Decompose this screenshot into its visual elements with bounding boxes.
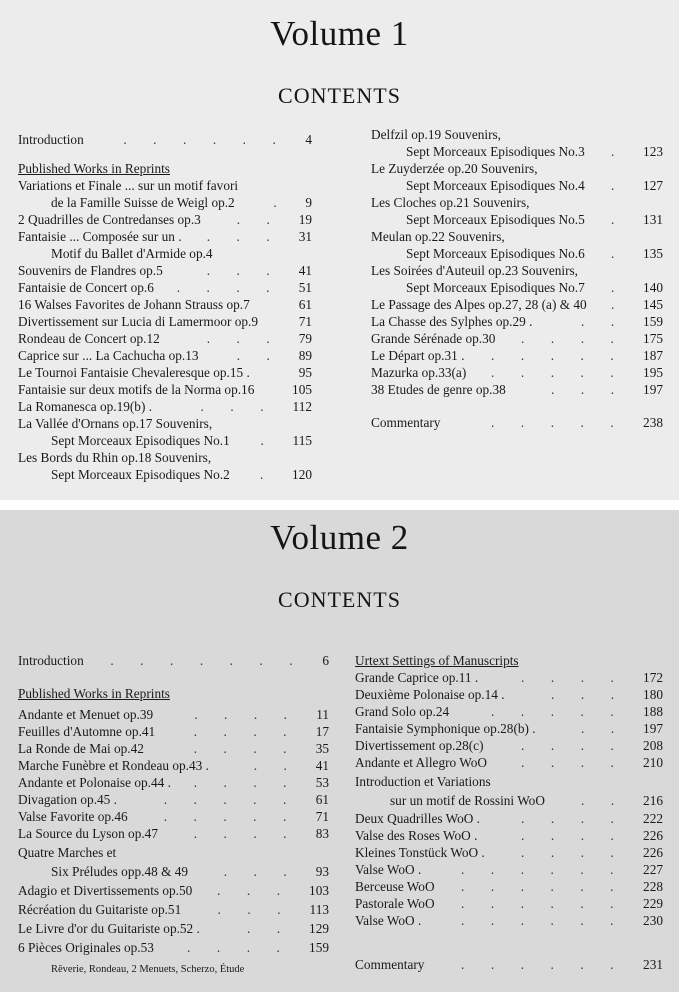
page-number: 71 <box>298 314 312 329</box>
page-number: 127 <box>643 178 663 193</box>
toc-entry <box>371 347 663 364</box>
toc-entry <box>371 313 663 330</box>
leader-dots: .. <box>236 348 297 363</box>
page-number: 159 <box>309 940 329 955</box>
page-number: 187 <box>643 348 663 363</box>
entry-title: Valse des Roses WoO . <box>355 828 478 843</box>
toc-entry <box>18 901 329 918</box>
entry-title: Andante et Polonaise op.44 . <box>18 775 171 790</box>
leader-dots: ..... <box>163 809 313 824</box>
page-number: 103 <box>309 883 329 898</box>
leader-dots: . <box>611 212 641 227</box>
page-number: 83 <box>315 826 329 841</box>
toc-entry <box>406 211 663 228</box>
toc-entry <box>18 808 329 825</box>
entry-title: Andante et Allegro WoO <box>355 755 487 770</box>
entry-title: Deuxième Polonaise op.14 . <box>355 687 505 702</box>
entry-title: Valse WoO . <box>355 913 422 928</box>
toc-entry <box>371 414 663 431</box>
entry-title: Rêverie, Rondeau, 2 Menuets, Scherzo, Étude <box>51 964 245 975</box>
toc-entry <box>18 740 329 757</box>
entry-title: Fantaisie sur deux motifs de la Norma op.16 <box>18 382 255 397</box>
entry-title: de la Famille Suisse de Weigl op.2 <box>51 195 235 210</box>
toc-entry <box>18 844 329 861</box>
entry-title: Commentary <box>355 957 425 972</box>
page-number: 195 <box>643 365 663 380</box>
toc-entry <box>355 773 663 790</box>
page-number: 140 <box>643 280 663 295</box>
entry-title: Sept Morceaux Episodiques No.5 <box>406 212 585 227</box>
toc-entry <box>18 920 329 937</box>
leader-dots: ...... <box>461 957 640 972</box>
entry-title: Introduction <box>18 653 84 668</box>
toc-entry <box>18 131 312 148</box>
leader-dots: .... <box>521 811 641 826</box>
entry-title: Meulan op.22 Souvenirs, <box>371 229 505 244</box>
toc-entry <box>371 296 663 313</box>
leader-dots: .. <box>581 314 641 329</box>
entry-title: Deux Quadrilles WoO . <box>355 811 480 826</box>
entry-title: Divertissement sur Lucia di Lamermoor op.9 <box>18 314 259 329</box>
leader-dots: . <box>273 195 304 210</box>
entry-title: Fantaisie Symphonique op.28(b) . <box>355 721 536 736</box>
toc-entry <box>18 652 329 669</box>
leader-dots: ... <box>217 902 308 917</box>
leader-dots: ..... <box>491 348 641 363</box>
section-heading-text: Urtext Settings of Manuscripts <box>355 653 519 668</box>
page-number: 105 <box>292 382 312 397</box>
page-number: 208 <box>643 738 663 753</box>
toc-entry <box>355 703 663 720</box>
volume-title: Volume 2 <box>270 518 409 557</box>
toc-entry <box>406 245 663 262</box>
page-number: 112 <box>292 399 312 414</box>
entry-title: La Source du Lyson op.47 <box>18 826 158 841</box>
entry-title: Valse Favorite op.46 <box>18 809 128 824</box>
leader-dots: . <box>611 246 641 261</box>
toc-entry <box>18 825 329 842</box>
leader-dots: . <box>611 280 641 295</box>
leader-dots: .... <box>521 670 641 685</box>
leader-dots: .. <box>581 793 641 808</box>
page-number: 129 <box>309 921 329 936</box>
toc-entry <box>406 279 663 296</box>
toc-entry <box>51 432 312 449</box>
leader-dots: .... <box>193 826 313 841</box>
toc-entry <box>51 863 329 880</box>
toc-entry <box>371 381 663 398</box>
entry-title: Le Passage des Alpes op.27, 28 (a) & 40 <box>371 297 587 312</box>
entry-title: Le Tournoi Fantaisie Chevaleresque op.15 . <box>18 365 250 380</box>
entry-title: Motif du Ballet d'Armide op.4 <box>51 246 213 261</box>
entry-title: sur un motif de Rossini WoO <box>390 793 545 808</box>
entry-title: Sept Morceaux Episodiques No.2 <box>51 467 230 482</box>
leader-dots: ..... <box>491 365 641 380</box>
page-number: 4 <box>305 132 312 147</box>
leader-dots: ..... <box>491 704 641 719</box>
leader-dots: ... <box>217 883 307 898</box>
page-number: 131 <box>643 212 663 227</box>
leader-dots: ... <box>223 864 314 879</box>
entry-title: Berceuse WoO <box>355 879 435 894</box>
leader-dots: .... <box>193 775 313 790</box>
toc-entry <box>18 415 312 432</box>
page-number: 123 <box>643 144 663 159</box>
section-heading-text: Published Works in Reprints <box>18 686 170 701</box>
toc-entry <box>355 878 663 895</box>
entry-title: Fantaisie de Concert op.6 <box>18 280 154 295</box>
page-number: 17 <box>315 724 329 739</box>
page-number: 197 <box>643 382 663 397</box>
entry-title: La Ronde de Mai op.42 <box>18 741 144 756</box>
page-number: 61 <box>298 297 312 312</box>
leader-dots: ....... <box>110 653 320 668</box>
entry-title: La Vallée d'Ornans op.17 Souvenirs, <box>18 416 213 431</box>
toc-entry <box>51 245 312 262</box>
toc-entry <box>18 398 312 415</box>
entry-title: Variations et Finale ... sur un motif favori <box>18 178 239 193</box>
toc-entry <box>371 364 663 381</box>
entry-title: Grande Caprice op.11 . <box>355 670 479 685</box>
toc-entry <box>371 262 663 279</box>
page-number: 11 <box>316 707 329 722</box>
entry-title: Le Livre d'or du Guitariste op.52 . <box>18 921 200 936</box>
toc-entry <box>355 669 663 686</box>
page-number: 89 <box>298 348 312 363</box>
leader-dots: .... <box>521 828 641 843</box>
entry-title: 2 Quadrilles de Contredanses op.3 <box>18 212 201 227</box>
page-number: 79 <box>298 331 312 346</box>
toc-entry <box>18 757 329 774</box>
leader-dots: ... <box>551 687 641 702</box>
leader-dots: . <box>611 144 641 159</box>
entry-title: Commentary <box>371 415 441 430</box>
leader-dots: .... <box>193 741 313 756</box>
entry-title: Pastorale WoO <box>355 896 435 911</box>
leader-dots: .... <box>176 280 296 295</box>
entry-title: Feuilles d'Automne op.41 <box>18 724 156 739</box>
toc-entry <box>355 720 663 737</box>
page-number: 115 <box>292 433 312 448</box>
page-number: 230 <box>643 913 663 928</box>
contents-heading: CONTENTS <box>278 587 401 612</box>
leader-dots: ... <box>206 229 297 244</box>
leader-dots: .... <box>521 845 641 860</box>
page-number: 226 <box>643 845 663 860</box>
section-heading <box>18 160 312 177</box>
leader-dots: .. <box>253 758 314 773</box>
leader-dots: ..... <box>491 415 641 430</box>
leader-dots: ... <box>551 382 641 397</box>
page-number: 71 <box>315 809 329 824</box>
leader-dots: .... <box>521 331 641 346</box>
leader-dots: . <box>611 297 641 312</box>
entry-title: Sept Morceaux Episodiques No.6 <box>406 246 585 261</box>
toc-entry <box>18 774 329 791</box>
leader-dots: ...... <box>461 862 640 877</box>
toc-entry <box>18 347 312 364</box>
leader-dots: . <box>260 433 291 448</box>
toc-entry <box>371 126 663 143</box>
section-heading-text: Published Works in Reprints <box>18 161 170 176</box>
page-number: 93 <box>315 864 329 879</box>
entry-title: Introduction et Variations <box>355 774 491 789</box>
toc-entry <box>51 961 329 978</box>
entry-title: Six Préludes opp.48 & 49 <box>51 864 189 879</box>
toc-entry <box>390 792 663 809</box>
page-number: 188 <box>643 704 663 719</box>
page-number: 175 <box>643 331 663 346</box>
entry-title: Marche Funèbre et Rondeau op.43 . <box>18 758 209 773</box>
toc-entry <box>18 228 312 245</box>
page-number: 172 <box>643 670 663 685</box>
entry-title: Adagio et Divertissements op.50 <box>18 883 193 898</box>
page-number: 229 <box>643 896 663 911</box>
toc-entry <box>355 861 663 878</box>
toc-entry <box>18 882 329 899</box>
toc-entry <box>18 211 312 228</box>
leader-dots: .... <box>194 707 314 722</box>
entry-title: Mazurka op.33(a) <box>371 365 467 380</box>
volume-2-page <box>0 510 679 992</box>
leader-dots: ... <box>200 399 291 414</box>
page-number: 159 <box>643 314 663 329</box>
toc-entry <box>18 313 312 330</box>
page-number: 227 <box>643 862 663 877</box>
page-number: 35 <box>315 741 329 756</box>
section-heading <box>355 652 663 669</box>
leader-dots: .... <box>187 940 307 955</box>
page-number: 95 <box>298 365 312 380</box>
leader-dots: .... <box>193 724 313 739</box>
toc-entry <box>371 194 663 211</box>
entry-title: Divagation op.45 . <box>18 792 117 807</box>
toc-entry <box>355 827 663 844</box>
leader-dots: ... <box>206 331 297 346</box>
entry-title: Sept Morceaux Episodiques No.1 <box>51 433 230 448</box>
entry-title: Les Bords du Rhin op.18 Souvenirs, <box>18 450 212 465</box>
entry-title: Le Zuyderzée op.20 Souvenirs, <box>371 161 538 176</box>
page-number: 31 <box>298 229 312 244</box>
entry-title: Le Départ op.31 . <box>371 348 465 363</box>
entry-title: Grand Solo op.24 <box>355 704 450 719</box>
toc-entry <box>18 791 329 808</box>
page-number: 226 <box>643 828 663 843</box>
leader-dots: .... <box>521 738 641 753</box>
page-number: 9 <box>305 195 312 210</box>
entry-title: Sept Morceaux Episodiques No.7 <box>406 280 585 295</box>
toc-entry <box>355 895 663 912</box>
toc-entry <box>406 143 663 160</box>
entry-title: Grande Sérénade op.30 <box>371 331 496 346</box>
entry-title: Divertissement op.28(c) <box>355 738 484 753</box>
toc-entry <box>18 279 312 296</box>
page-number: 216 <box>643 793 663 808</box>
entry-title: Introduction <box>18 132 84 147</box>
leader-dots: . <box>260 467 290 482</box>
page-number: 61 <box>315 792 329 807</box>
toc-entry <box>355 810 663 827</box>
leader-dots: .... <box>521 755 641 770</box>
entry-title: Fantaisie ... Composée sur un . <box>18 229 182 244</box>
leader-dots: .. <box>247 921 307 936</box>
toc-entry <box>355 844 663 861</box>
page-number: 51 <box>298 280 312 295</box>
volume-title: Volume 1 <box>270 14 409 53</box>
page-number: 197 <box>643 721 663 736</box>
entry-title: 16 Walses Favorites de Johann Strauss op.7 <box>18 297 250 312</box>
page-number: 41 <box>298 263 312 278</box>
toc-entry <box>18 177 312 194</box>
leader-dots: ...... <box>461 879 640 894</box>
entry-title: Delfzil op.19 Souvenirs, <box>371 127 501 142</box>
page-number: 231 <box>643 957 663 972</box>
toc-entry <box>355 686 663 703</box>
page-number: 210 <box>643 755 663 770</box>
toc-entry <box>51 466 312 483</box>
page-number: 222 <box>643 811 663 826</box>
entry-title: Kleines Tonstück WoO . <box>355 845 485 860</box>
entry-title: Souvenirs de Flandres op.5 <box>18 263 163 278</box>
entry-title: Les Cloches op.21 Souvenirs, <box>371 195 530 210</box>
toc-entry <box>51 194 312 211</box>
entry-title: Rondeau de Concert op.12 <box>18 331 160 346</box>
entry-title: 6 Pièces Originales op.53 <box>18 940 154 955</box>
entry-title: Valse WoO . <box>355 862 422 877</box>
page-number: 120 <box>292 467 312 482</box>
leader-dots: .. <box>581 721 641 736</box>
toc-entry <box>18 939 329 956</box>
entry-title: Caprice sur ... La Cachucha op.13 <box>18 348 199 363</box>
toc-entry <box>18 364 312 381</box>
leader-dots: ...... <box>461 913 640 928</box>
toc-entry <box>18 706 329 723</box>
page-number: 228 <box>643 879 663 894</box>
toc-entry <box>355 737 663 754</box>
page-number: 41 <box>315 758 329 773</box>
leader-dots: ..... <box>163 792 313 807</box>
page-number: 113 <box>309 902 329 917</box>
entry-title: Récréation du Guitariste op.51 <box>18 902 182 917</box>
entry-title: 38 Etudes de genre op.38 <box>371 382 506 397</box>
entry-title: Sept Morceaux Episodiques No.4 <box>406 178 585 193</box>
leader-dots: ... <box>206 263 297 278</box>
entry-title: Les Soirées d'Auteuil op.23 Souvenirs, <box>371 263 578 278</box>
leader-dots: . <box>611 178 641 193</box>
toc-entry <box>18 296 312 313</box>
leader-dots: .. <box>236 212 297 227</box>
toc-entry <box>18 262 312 279</box>
toc-entry <box>355 956 663 973</box>
leader-dots: ...... <box>123 132 303 147</box>
toc-entry <box>18 381 312 398</box>
toc-entry <box>371 160 663 177</box>
toc-entry <box>18 330 312 347</box>
toc-entry <box>406 177 663 194</box>
page-number: 19 <box>298 212 312 227</box>
page-number: 145 <box>643 297 663 312</box>
toc-entry <box>355 754 663 771</box>
entry-title: Andante et Menuet op.39 <box>18 707 154 722</box>
page-number: 238 <box>643 415 663 430</box>
entry-title: Quatre Marches et <box>18 845 117 860</box>
toc-entry <box>18 449 312 466</box>
section-heading <box>18 685 329 702</box>
toc-entry <box>371 330 663 347</box>
toc-entry <box>18 723 329 740</box>
entry-title: La Romanesca op.19(b) . <box>18 399 153 414</box>
page-number: 135 <box>643 246 663 261</box>
entry-title: Sept Morceaux Episodiques No.3 <box>406 144 585 159</box>
page-separator <box>0 500 679 510</box>
page-number: 180 <box>643 687 663 702</box>
entry-title: La Chasse des Sylphes op.29 . <box>371 314 533 329</box>
page-number: 53 <box>315 775 329 790</box>
toc-entry <box>371 228 663 245</box>
page-number: 6 <box>322 653 329 668</box>
contents-heading: CONTENTS <box>278 83 401 108</box>
leader-dots: ...... <box>461 896 640 911</box>
toc-entry <box>355 912 663 929</box>
